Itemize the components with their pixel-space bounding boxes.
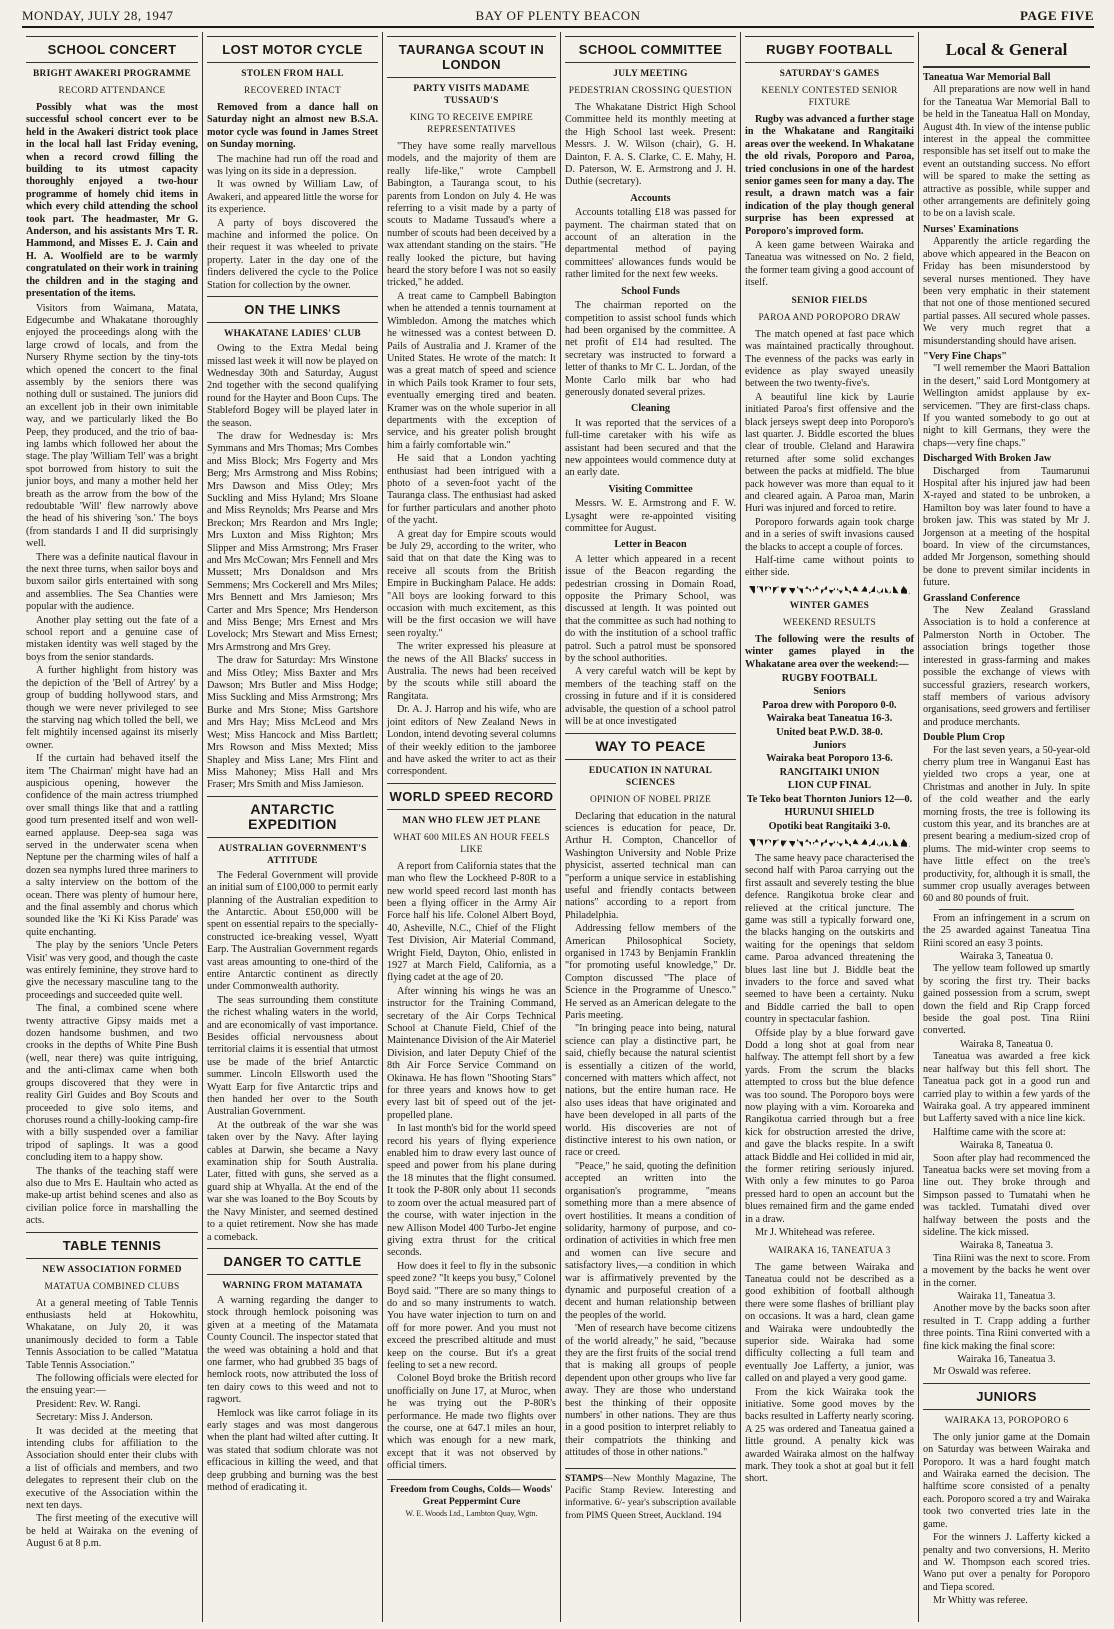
column-2 — [202, 32, 382, 1622]
paragraph: 'Men of research have become citizens of the world already," he said, "because they are the first fruits of the social trend that is making all groups of people dependent upon other groups who live far away. They are those who understand best the thinking of their opposite numbers' in other nations. They are thus in a good position to interpret reliably to their compatriots the thinking and attitudes of those in other nations." — [565, 1323, 736, 1459]
paragraph: Another move by the backs soon after resulted in T. Crapp adding a further three points. Tina Riini converted with a fine kick making the final score: — [923, 1303, 1090, 1352]
section-heading: Cleaning — [630, 403, 671, 415]
section-heading: School Funds — [621, 285, 680, 297]
paragraph: The only junior game at the Domain on Saturday was between Wairaka and Poroporo. It was a hard fought match and Wairaka earned the decision. The halftime score consisted of a penalty each. Poroporo scored a try and Wairaka took two converted tries late in the game. — [923, 1431, 1090, 1530]
divider — [939, 909, 1074, 910]
paragraph: The thanks of the teaching staff were also due to Mrs E. Haultain who acted as make-up artist behind scenes and also as civilian police force in marshalling the acts. — [26, 1165, 198, 1227]
result-line: Opotiki beat Rangitaiki 3-0. — [768, 820, 891, 832]
newspaper-page — [22, 32, 1094, 1622]
classified-text: —New Monthly Magazine, The Pacific Stamp Review. Interesting and informative. 6/- year's subscription available from PIMS Queen Street, Auckland. — [565, 1472, 736, 1521]
results-intro: The following were the results of winter games played in the Whakatane area over the weekend:— — [745, 633, 914, 670]
subhead: EDUCATION IN NATURAL SCIENCES — [588, 765, 713, 788]
paragraph: Mr Oswald was referee. — [933, 1366, 1031, 1378]
results-heading: RUGBY FOOTBALL — [781, 673, 878, 685]
subhead: JULY MEETING — [613, 69, 688, 79]
paragraph: From the kick Wairaka took the initiative. Some good moves by the backs resulted in Lafferty nearly scoring. A 25 was ordered and Taneatua gained a little ground. A penalty kick was awarded Wairaka almost on the halfway mark. They took a shot at goal but it fell short. — [745, 1386, 914, 1485]
paragraph: For the winners J. Lafferty kicked a penalty and two conversions, H. Merito and W. Thompson each scored tries. Wano put over a penalty for Poroporo and Tiepa scored. — [923, 1532, 1090, 1593]
paragraph: President: Rev. W. Rangi. — [36, 1398, 141, 1410]
paragraph: Declaring that education in the natural sciences is education for peace, Dr. Arthur H. Compton, Chancellor of Washington University and Noble Prize physicist, asserted technical man can "perform a unique service in establishing useful and friendly contacts between nations" according to a report from Philadelphia. — [565, 810, 736, 921]
subhead: KEENLY CONTESTED SENIOR FIXTURE — [761, 86, 898, 108]
paragraph: The chairman reported on the competition to assist school funds which had been organised by the committee. A net profit of £14 had resulted. The secretary was instructed to forward a letter of thanks to Mr C. L. Jordan, of the Monte Carlo milk bar who had generously donated several prizes. — [565, 300, 736, 398]
paragraph: Soon after play had recommenced the Taneatua backs were set moving from a line out. They broke through and Simpson passed to Tumatahi when he was tackled. Tumatahi dived over halfway between the posts and the sideline. The kick missed. — [923, 1152, 1090, 1238]
paragraph: The final, a combined scene where twenty attractive Gipsy maids met a dozen handsome bushmen, and two crooks in the depths of White Pine Bush (well, near there) was quite intriguing, and the anti-climax came when both groups discovered that they were in reality Girl Guides and Boy Scouts and proceeded to give solo items, and choruses round a chilly-looking camp-fire with a billy suspended over a familiar tripod of saplings. It was a good concluding item to a happy show. — [26, 1003, 198, 1164]
paragraph: If the curtain had behaved itself the item 'The Chairman' might have had an auspicious opening, however the confidence of the main actress triumphed over small things like that and a rattling good turn presented itself and won well-earned applause. Deep-sea saga was served in the underwater scena when Neptune per the charming wiles of half a dozen sea nymphs lured three mariners to a salty interview on the bottom of the ocean. There was plenty of humour here, and the final assembly and chorus which sounded like the 'Ki Ki Kiss Parade' was quite enchanting. — [26, 753, 198, 938]
paragraph: How does it feel to fly in the subsonic speed zone? "It keeps you busy," Colonel Boyd said. "There are so many things to do and so many instruments to watch. You have water injection to turn on and off for more power. And you must not exceed the prescribed altitude and must keep on the course. But it's a great feeling to set a new record. — [387, 1260, 556, 1371]
result-line: United beat P.W.D. 38-0. — [776, 726, 883, 738]
paragraph: The play by the seniors 'Uncle Peters Visit' was very good, and though the caste was entirely feminine, they strove hard to give the necessary masculine tang to the proceedings and succeeded quite well. — [26, 940, 198, 1001]
paragraph: The draw for Wednesday is: Mrs Symmans and Mrs Thomas; Mrs Combes and Miss Block; Mrs Fogerty and Mrs Berg; Mrs Armstrong and Miss Robins; Mrs Dawson and Miss Otley; Mrs Suckling and Miss Hyland; Mrs Sloane and Miss Reynolds; Mrs Pearse and Mrs Breckon; Mrs Reardon and Mrs Ingle; Mrs Luxton and Miss Righton; Mrs Slipper and Miss Armstrong; Mrs Fraser and Mrs McCowan; Mrs Fennell and Mrs Mussett; Mrs Donaldson and Mrs Semmens; Mrs Cockerell and Mrs Miles; Mrs Bennett and Mrs Jamieson; Mrs Carter and Mrs Spence; Mrs Henderson and Miss Benge; Mrs Ernest and Mrs Lovelock; Mrs Stewart and Miss Ernest; Mrs Armstrong and Mrs Grey. — [207, 430, 378, 653]
paragraph: The first meeting of the executive will be held at Wairaka on the evening of August 6 at 8 p.m. — [26, 1513, 198, 1550]
subhead: PAROA AND POROPORO DRAW — [758, 312, 901, 323]
paragraph: It was owned by William Law, of Awakeri, and appeared little the worse for its experience. — [207, 179, 378, 216]
classified-number: 194 — [707, 1509, 722, 1521]
column-6 — [918, 32, 1094, 1622]
paragraph: Poroporo forwards again took charge and in a series of swift invasions caused the blacks to accept a couple of forces. — [745, 516, 914, 553]
score-line: Wairaka 8, Taneatua 3. — [959, 1240, 1054, 1252]
wavy-divider — [749, 586, 910, 594]
headline-on-the-links: ON THE LINKS — [207, 296, 378, 323]
item-heading: Grassland Conference — [923, 592, 1020, 604]
paragraph: Half-time came without points to either side. — [745, 555, 914, 579]
paragraph: Messrs. W. E. Armstrong and F. W. Lysaght were re-appointed visiting committee for August. — [565, 498, 736, 534]
subhead: NEW ASSOCIATION FORMED — [42, 1264, 182, 1275]
subhead: OPINION OF NOBEL PRIZE — [589, 794, 712, 805]
paragraph: Mr J. Whitehead was referee. — [755, 1227, 875, 1239]
score-line: Wairaka 3, Taneatua 0. — [959, 951, 1054, 963]
paragraph: He said that a London yachting enthusiast had been intrigued with a photo of a seven-foot yacht of the Tauranga class. The enthusiast had asked for further particulars and another photo of the yacht. — [387, 453, 556, 527]
paragraph: Secretary: Miss J. Anderson. — [36, 1412, 153, 1424]
paragraph: The match opened at fast pace which was maintained practically throughout. The evenness of the packs was early in evidence as play swayed uneasily between the two twenty-five's. — [745, 328, 914, 390]
paragraph: At a general meeting of Table Tennis enthusiasts held at Hokowhitu, Whakatane, on July 20, it was unanimously decided to form a Table Tennis Association to be called "Matatua Table Tennis Association." — [26, 1297, 198, 1371]
paragraph: A keen game between Wairaka and Taneatua was witnessed on No. 2 field, the former team giving a good account of itself. — [745, 240, 914, 289]
column-1 — [22, 32, 202, 1622]
paragraph: A very careful watch will be kept by members of the teaching staff on the crossing in future and if it is considered advisable, the question of a school patrol will be at once investigated — [565, 666, 736, 728]
paragraph: A warning regarding the danger to stock through hemlock poisoning was given at a meeting of the Matamata County Council. The inspector stated that the weed was obtaining a hold and that one farmer, who had grubbed 35 bags of hemlock roots, now attributed the loss of ten dairy cows to this weed and not to ragwort. — [207, 1294, 378, 1406]
paragraph: Visitors from Waimana, Matata, Edgecumbe and Whakatane thoroughly enjoyed the proceedings along with the large crowd of locals, and from the Nursery Rhyme section by the tiny-tots which opened the concert to the final assembly by the seniors there was nothing dull or sustained. The juniors did an excellent job in their own inimitable way, and we particularly liked the Bo Peep, they produced, and the trio of baa-ing lambs which followed her about the stage. The play 'William Tell' was a bright spot borrowed from history to suit the junior boys, and many a mother held her breath as the arrow from the bow of the redoubtable 'Will' flew narrowly above the head of his shivering 'son.' The boys (from standards I and II did surprisingly well. — [26, 302, 198, 550]
paragraph: The draw for Saturday: Mrs Winstone and Miss Otley; Miss Baxter and Mrs Dawson; Mrs Butler and Miss Hodge; Miss Suckling and Miss Armstrong; Mrs Burke and Mrs Stone; Miss Gartshore and Mrs Hay; Miss McLeod and Mrs West; Miss Hancock and Miss Bartlett; Mrs Rowson and Miss Mexted; Miss Shapley and Miss Lane; Mrs Flint and Miss Mahoney; Miss Hall and Mrs Fraser; Mrs Smith and Miss Jamieson. — [207, 655, 378, 791]
article-lead: Removed from a dance hall on Saturday night an almost new B.S.A. motor cycle was found in James Street on Sunday morning. — [207, 102, 378, 151]
result-line: Paroa drew with Poroporo 0-0. — [762, 699, 897, 711]
subhead: PEDESTRIAN CROSSING QUESTION — [568, 86, 733, 96]
paragraph: In last month's bid for the world speed record his years of flying experience enabled him to draw every last ounce of speed and power from his plane during the 18 minutes that the flight consumed. It took the P-80R only about 11 seconds to zoom over the actual measured part of the course, with water injection in the new Allison Model 400 Turbo-Jet engine giving extra thrust for the critical seconds. — [387, 1123, 556, 1259]
advertisement-footer: W. E. Woods Ltd., Lambton Quay, Wgtn. — [405, 1509, 538, 1519]
paragraph: There was a definite nautical flavour in the next three turns, when sailor boys and buxom sailor girls entertained with song and assemblies. The Sea Chanties were popular with the audience. — [26, 551, 198, 613]
paragraph: All preparations are now well in hand for the Taneatua War Memorial Ball to be held in the Taneatua Hall on Monday, August 4th. In view of the intense public interest in the appeal the committee responsible has set itself out to make the event an outstanding success. No effort will be spared to make the setting as attractive as possible, while supper and other arrangements are definitely going to be on a lavish scale. — [923, 84, 1090, 220]
results-heading: HURUNUI SHIELD — [784, 807, 875, 819]
newspaper-title: BAY OF PLENTY BEACON — [475, 8, 641, 23]
subhead: WHAKATANE LADIES' CLUB — [223, 329, 361, 340]
subhead: BRIGHT AWAKERI PROGRAMME — [32, 69, 192, 79]
paragraph: The Federal Government will provide an initial sum of £100,000 to permit early planning of the Australian expedition to the Antarctic. About £50,000 will be spent on essential repairs to the specially-constructed ice-breaking vessel, Wyatt Earp. The Australian Government regards vast areas amounting to one-third of the entire Antarctic continent as directly under Commonwealth authority. — [207, 869, 378, 993]
paragraph: The game between Wairaka and Taneatua could not be described as a good exhibition of football although there were some flashes of brilliant play on occasions. It was a hard, clean game and Wairaka were undoubtedly the superior side. Wairaka had some difficulty collecting a full team and eventually Joe Lafferty, a junior, was called on and played a very good game. — [745, 1261, 914, 1385]
headline-school-concert: SCHOOL CONCERT — [26, 36, 198, 63]
paragraph: The same heavy pace characterised the second half with Paroa carrying out the first assault and severely testing the blue defence. Rangikotua broke clear and relieved at the critical juncture. The game was still a typically forward one, the blacks hanging on the outskirts and waiting for the openings that seldom came. Paroa advanced threatening the blues last line but J. Biddle beat the invaders to the force and saved what seemed to have been a certainty. Nuku and Biddle carried the ball to open country in spectacular fashion. — [745, 852, 914, 1026]
paragraph: Taneatua was awarded a free kick near halfway but this fell short. The Taneatua pack got in a good run and carried play to within a few yards of the Wairaka goal. A try appeared imminent but Lafferty saved with a nice line kick. — [923, 1051, 1090, 1125]
paragraph: "Peace," he said, quoting the definition accepted an written into the organisation's programme, "means something more than a mere absence of overt hostilities. It means a condition of solidarity, harmony of purpose, and co-ordination of activities in which free men and women can live secure and satisfactory lives,—a condition in which war is affirmatively prevented by the dynamic and purposeful creation of a decent and human relationship between the peoples of the world. — [565, 1160, 736, 1321]
classified-ad — [565, 1468, 736, 1523]
subhead: WHAT 600 MILES AN HOUR FEELS LIKE — [393, 832, 550, 855]
paragraph: Colonel Boyd broke the British record unofficially on June 17, at Muroc, when he was trying out the P-80R's performance. He made two flights over the course, one at 647.1 miles an hour, which was enough for a new mark, except that it was not observed by official timers. — [387, 1373, 556, 1472]
paragraph: From an infringement in a scrum on the 25 awarded against Taneatua Tina Riini scored an easy 3 points. — [923, 912, 1090, 949]
paragraph: The Whakatane District High School Committee held its monthly meeting at the High School last week. Present: Messrs. J. W. Wilson (chair), G. H. Dainton, F. A. S. Clarke, C. E. Mahy, H. D. Paterson, W. E. Armstrong and J. H. Duthie (secretary). — [565, 102, 736, 188]
masthead — [22, 6, 1094, 28]
subhead: AUSTRALIAN GOVERNMENT'S ATTITUDE — [218, 843, 367, 866]
subhead: KING TO RECEIVE EMPIRE REPRESENTATIVES — [409, 113, 534, 135]
paragraph: Hemlock was like carrot foliage in its early stages and was most dangerous when the plant had wilted after cutting. It was stated that sodium chlorate was not efficacious in killing the weed, and that deep grubbing and burning was the best method of eradicating it. — [207, 1407, 378, 1493]
section-heading: Letter in Beacon — [614, 539, 687, 551]
column-3 — [382, 32, 560, 1622]
subhead: WEEKEND RESULTS — [783, 617, 876, 628]
advertisement-text: Freedom from Coughs, Colds— Woods' Great Peppermint Cure — [390, 1483, 553, 1508]
paragraph: The New Zealand Grassland Association is to hold a conference at Palmerston North in October. The association brings together those interested in grass-farming and makes possible the exchange of views with successful graziers, research workers, staff members of various advisory organisations, seed growers and fertiliser and produce merchants. — [923, 605, 1091, 728]
paragraph: The writer expressed his pleasure at the news of the All Blacks' success in Australia. The news had been received by the scouts while still aboard the Rangitata. — [387, 641, 556, 702]
subhead: PARTY VISITS MADAME TUSSAUD'S — [413, 84, 530, 106]
section-heading: Visiting Committee — [608, 483, 693, 495]
subhead: MAN WHO FLEW JET PLANE — [402, 815, 541, 826]
paragraph: A report from California states that the man who flew the Lockheed P-80R to a new world speed record last month has been a flying officer in the Army Air Force half his life. Colonel Albert Boyd, 40, Asheville, N.C., Chief of the Flight Test Division, Air Material Command, Wright Field, Dayton, Ohio, enlisted in 1927 at March Field, California, as a flying cadet at the age of 20. — [387, 860, 556, 984]
headline-juniors: JUNIORS — [923, 1383, 1090, 1410]
item-heading: Nurses' Examinations — [923, 223, 1019, 235]
paragraph: Apparently the article regarding the above which appeared in the Beacon on Friday has been misunderstood by several nurses mentioned. They have been very emphatic in their statement that not one of those mentioned secured partial passes. All secured whole passes. We very much regret that a misunderstanding should have arisen. — [923, 236, 1090, 347]
paragraph: Dr. A. J. Harrop and his wife, who are joint editors of New Zealand News in London, intend devoting several columns of their weekly edition to the jamboree and have asked the writer to act as their correspondent. — [387, 704, 556, 778]
headline-table-tennis: TABLE TENNIS — [26, 1232, 198, 1259]
subhead: SENIOR FIELDS — [791, 295, 868, 306]
paragraph: It was reported that the services of a full-time caretaker with his wife as assistant had been secured and that the new appointees would commence duty at an early date. — [565, 417, 736, 479]
paragraph: The yellow team followed up smartly by scoring the first try. Their backs gained possession from a scrum, swept down the field and Rip Crapp forced beside the goal post. Tina Riini converted. — [923, 963, 1090, 1037]
score-line: Wairaka 16, Taneatua 3. — [957, 1354, 1056, 1366]
item-heading: "Very Fine Chaps" — [923, 350, 1007, 362]
results-heading: LION CUP FINAL — [787, 780, 872, 792]
result-line: Wairaka beat Poroporo 13-6. — [766, 753, 893, 765]
paragraph: A further highlight from history was the depiction of the 'Bell of Artrey' by a group of budding hollywood stars, and though we were never privileged to see the starving nag which tolled the bell, we felt mightily incensed against its miserly owner. — [26, 665, 198, 751]
headline-tauranga-scout: TAURANGA SCOUT IN LONDON — [387, 36, 556, 78]
paragraph: Discharged from Taumarunui Hospital after his injured jaw had been X-rayed and stated to be unbroken, a Hamilton boy was later found to have a broken jaw. This was stated by Mr J. Jorgenson at a meeting of the hospital board. In view of the circumstances, added Mr Jorgenson, something should be done to prevent similar incidents in future. — [923, 465, 1090, 589]
paragraph: A letter which appeared in a recent issue of the Beacon regarding the pedestrian crossing in Domain Road, opposite the Primary School, was discussed at length. It was pointed out that the committee as such had nothing to do with the institution of a school traffic patrol. Such a patrol must be sponsored by the school authorities. — [565, 553, 736, 665]
paragraph: A party of boys discovered the machine and informed the police. On their request it was wheeled to private property. Later in the day one of the finders delivered the cycle to the Police Station for collection by the owner. — [207, 217, 378, 291]
article-lead: Possibly what was the most successful school concert ever to be held in the Awakeri district took place in the local hall last Friday evening, when a record crowd filling the building to its utmost capacity thoroughly enjoyed a two-hour programme of homely chid items in which every child attending the school took part. The headmaster, Mr G. Anderson, and his assistants Mrs T. R. Hammond, and Misses E. J. Cain and H. A. Woolfield are to be warmly congratulated on their work in training the children and in the staging and presentation of the items. — [26, 102, 198, 300]
subhead: WAIRAKA 13, POROPORO 6 — [944, 1415, 1069, 1426]
headline-antarctic-expedition: ANTARCTIC EXPEDITION — [207, 796, 378, 838]
result-line: Wairaka beat Taneatua 16-3. — [766, 713, 893, 725]
paragraph: Offside play by a blue forward gave Dodd a long shot at goal from near halfway. The attempt fell short by a few yards. From the scrum the blacks attempted to cross but the blue defence was too sound. The Poroporo boys were now playing with a vim. Koroareka and Rangikotua carried through but a free kick for obstruction arrested the drive, and gave the blacks respite. In a swift attack Biddle and Hei collided in mid air, the former retiring seriously injured. With only a few minutes to go Paroa pressed hard to open an account but the blues remained firm and the game ended in a draw. — [745, 1027, 914, 1225]
paragraph: Another play setting out the fate of a school report and a genuine case of mistaken identity was well staged by the boys from the senior standards. — [26, 614, 198, 663]
paragraph: It was decided at the meeting that intending clubs for affiliation to the Association should enter their clubs with a list of officials and members, and two delegates to represent their club on the executive of the Association within the next ten days. — [26, 1425, 198, 1512]
headline-local-and-general: Local & General — [923, 36, 1090, 68]
subhead: WAIRAKA 16, TANEATUA 3 — [768, 1245, 891, 1256]
paragraph: A great day for Empire scouts would be July 29, according to the writer, who said that on that date the King was to receive all scouts from the British Empire in Buckingham Palace. He adds: "All boys are looking forward to this occasion with much excitement, as this will be the first occasion we will have seen royalty." — [387, 528, 556, 639]
score-line: Wairaka 8, Taneatua 0. — [959, 1140, 1054, 1152]
section-heading: Accounts — [630, 192, 671, 204]
paragraph: Halftime came with the score at: — [933, 1126, 1066, 1138]
results-block — [745, 673, 914, 833]
results-heading: RANGITAIKI UNION — [779, 766, 880, 778]
subhead: RECORD ATTENDANCE — [58, 86, 166, 96]
paragraph: Owing to the Extra Medal being missed last week it will now be played on Wednesday 30th and Saturday, August 2nd together with the second qualifying round for the Hayter and Boon Cups. The Stableford Bogey will be played later in the season. — [207, 343, 378, 429]
item-heading: Taneatua War Memorial Ball — [923, 72, 1051, 83]
paragraph: "In bringing peace into being, natural science can play a distinctive part, he said, chiefly because the natural scientist is essentially a citizen of the world, concerned with matters which affect, not nations, but the entire human race. He also uses ideas that have originated and have been developed in all parts of the world. His discoveries are not of distinctive interest to his own nation, or race or creed. — [565, 1023, 736, 1159]
paragraph: For the last seven years, a 50-year-old cherry plum tree in Wanganui East has yielded two crops a year, one at Christmas and another in July. In spite of the cold weather and the early morning frosts, the tree is following its custom this year, and its branches are at present bearing a medium-sized crop of plums. The mid-winter crop seems to have little effect on the tree's productivity, for, although it is small, the summer crop usually averages between 60 and 80 pounds of fruit. — [923, 744, 1090, 905]
score-line: Wairaka 8, Taneatua 0. — [959, 1038, 1054, 1050]
subhead: WINTER GAMES — [789, 600, 870, 611]
issue-date: MONDAY, JULY 28, 1947 — [22, 8, 174, 23]
subhead: SATURDAY'S GAMES — [779, 69, 880, 79]
subhead: RECOVERED INTACT — [243, 86, 341, 96]
paragraph: A beautiful line kick by Laurie initiated Paroa's first offensive and the black jerseys swept deep into Poroporo's last quarter. J. Biddle escorted the blues clear of trouble. Cleland and Harawira returned after some solid exchanges between the packs at midfield. The blue pack however was more than equal to it and cleared again. A Paroa man, Marin Huri was injured and forced to retire. — [745, 391, 914, 515]
column-5 — [740, 32, 918, 1622]
paragraph: At the outbreak of the war she was taken over by the Navy. After laying cables at Darwin, she became a Navy examination ship for South Australia. Later, fitted with guns, she served as a guard ship at Whyalla. At the end of the war she was loaned to the Boy Scouts by the Navy Minister, and seemed destined to a quiet retirement. Now she has made a comeback. — [207, 1119, 378, 1243]
item-heading: Double Plum Crop — [923, 732, 1005, 744]
advertisement — [387, 1479, 556, 1521]
paragraph: After winning his wings he was an instructor for the Training Command, secretary of the Air Corps Technical School at Chanute Field, Chief of the Maintenance Division of the Air Materiel Division, and later Deputy Chief of the 8th Air Force Service Command on Okinawa. He has flown "Shooting Stars" for three years and knows how to get every last bit of speed out of the jet-propelled plane. — [387, 985, 556, 1121]
paragraph: "They have some really marvellous models, and the majority of them are really life-like," wrote Campbell Babington, a Tauranga scout, to his parents from London on July 4. He was referring to a visit made by a party of scouts to Madame Tussaud's where a number of scouts had been deceived by a wax attendant standing on the stairs. "He really looked the picture, but having heard the story before I was not so easily tricked," he added. — [387, 141, 556, 289]
results-grade: Seniors — [813, 686, 846, 698]
subhead: WARNING FROM MATAMATA — [222, 1280, 363, 1291]
classified-label: STAMPS — [565, 1472, 604, 1484]
paragraph: "I well remember the Maori Battalion in the desert," said Lord Montgomery at Wellington amidst applause by ex-servicemen. "They are first-class chaps. If you wanted somebody to go out at night to kill Germans, they were the chaps—very fine chaps." — [923, 363, 1090, 449]
headline-way-to-peace: WAY TO PEACE — [565, 733, 736, 760]
paragraph: Tina Riini was the next to score. From a movement by the backs he went over in the corner. — [923, 1252, 1090, 1289]
score-line: Wairaka 11, Taneatua 3. — [957, 1291, 1056, 1302]
article-lead: Rugby was advanced a further stage in the Whakatane and Rangitaiki areas over the weekend. In Whakatane the old rivals, Poroporo and Paroa, tried conclusions in one of the hardest senior games seen for many a day. The result, a drawn match was a fair indication of the play though general surprise has been expressed at Poroporo's improved form. — [745, 114, 914, 237]
headline-lost-motor-cycle: LOST MOTOR CYCLE — [207, 36, 378, 63]
paragraph: Mr Whitty was referee. — [933, 1595, 1028, 1607]
paragraph: Addressing fellow members of the American Philosophical Society, organised in 1743 by Benjamin Franklin "for promoting useful knowledge," Dr. Compton discussed "The place of Science in the Programme of Unesco." He served as an American delegate to the Paris meeting. — [565, 923, 736, 1021]
paragraph: The seas surrounding them constitute the richest whaling waters in the world, and are economically of vast importance. Besides official nervousness about territorial claims it is essential that utmost use be made of the brief Antarctic summer. Lincoln Ellsworth used the Wyatt Earp for five Antarctic trips and then handed her over to the South Australian Government. — [207, 994, 378, 1118]
item-heading: Discharged With Broken Jaw — [923, 453, 1052, 465]
paragraph: The following officials were elected for the ensuing year:— — [26, 1373, 198, 1397]
headline-danger-to-cattle: DANGER TO CATTLE — [207, 1248, 378, 1275]
column-4 — [560, 32, 740, 1622]
result-line: Te Teko beat Thornton Juniors 12—0. — [746, 793, 913, 805]
paragraph: Accounts totalling £18 was passed for payment. The chairman stated that on account of an alteration in the departmental method of paying committees' allowances funds would be rather limited for the next few weeks. — [565, 207, 736, 281]
paragraph: A treat came to Campbell Babington when he attended a tennis tournament at Wimbledon. Among the matches which he witnessed was a contest between D. Pails of Australia and J. Kramer of the United States. He wrote of the match: It was a great match of speed and science in which Pails took Kramer to four sets, eventually emerging tired and beaten. Kramer was on the whole superior in all departments with the exception of service, and his greater polish brought him a fairly comfortable win." — [387, 290, 556, 451]
subhead: MATATUA COMBINED CLUBS — [44, 1281, 180, 1292]
subhead: STOLEN FROM HALL — [241, 69, 344, 79]
page-number: PAGE FIVE — [1020, 8, 1094, 23]
results-grade: Juniors — [813, 740, 846, 752]
headline-rugby-football: RUGBY FOOTBALL — [745, 36, 914, 63]
headline-world-speed-record: WORLD SPEED RECORD — [387, 783, 556, 810]
headline-school-committee: SCHOOL COMMITTEE — [565, 36, 736, 63]
wavy-divider — [749, 839, 910, 847]
paragraph: The machine had run off the road and was lying on its side in a depression. — [207, 153, 378, 178]
